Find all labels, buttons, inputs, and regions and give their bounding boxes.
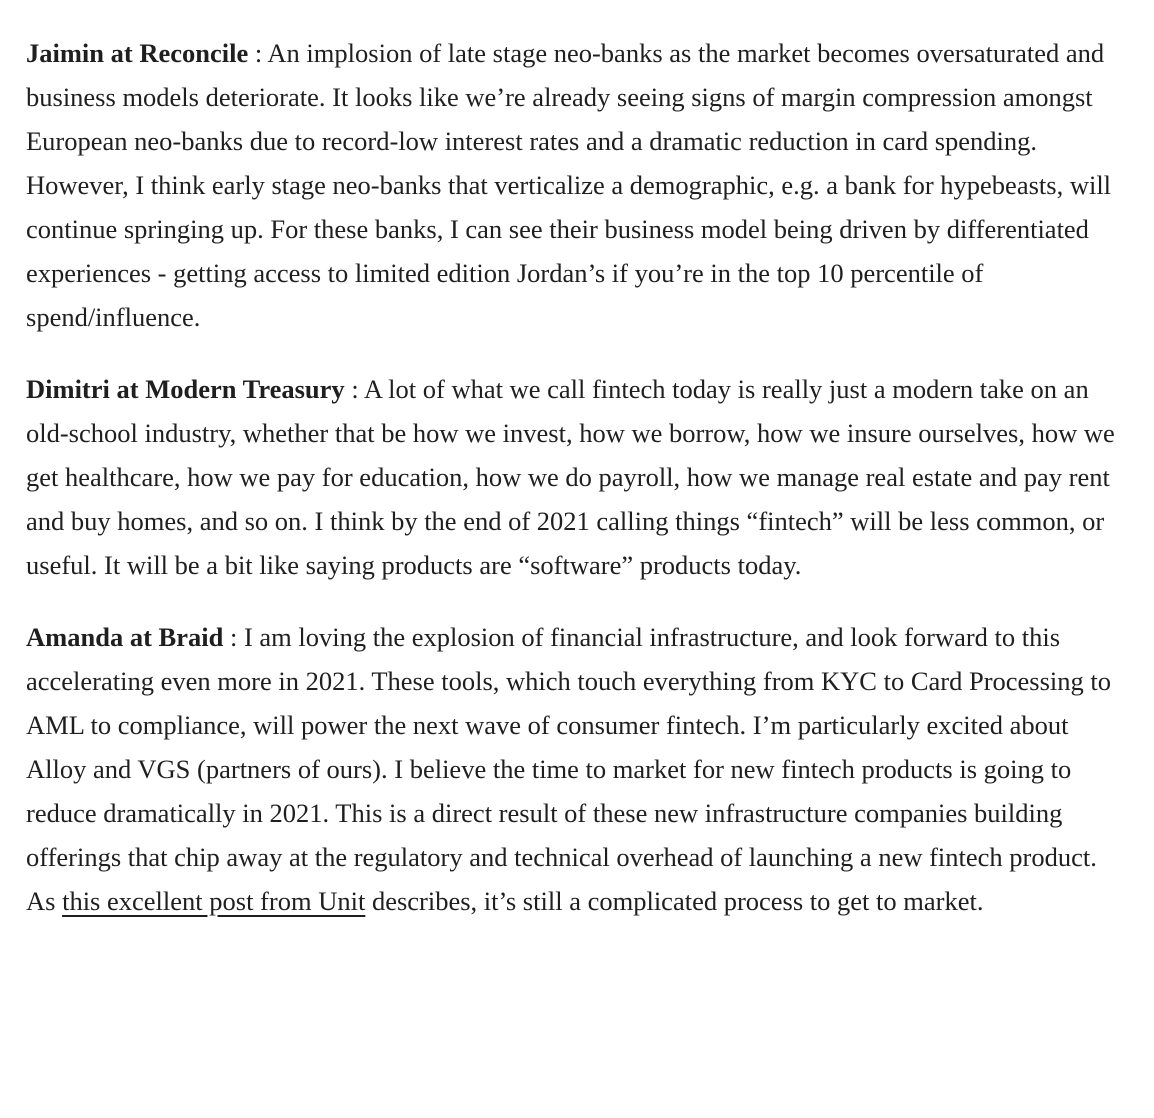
speaker-name-jaimin: Jaimin at Reconcile xyxy=(26,38,249,68)
unit-post-link[interactable]: this excellent post from Unit xyxy=(62,886,366,916)
speaker-separator: : xyxy=(344,374,364,404)
quote-text-amanda-before-link: I am loving the explosion of financial infrastructure, and look forward to this accelerating even more in 2021. These tools, which touch everything from KYC to Card Processing to AML to compliance, will power the next wave of consumer fintech. I’m particularly excited about Alloy and VGS (partners of ours). I believe the time to market for new fintech products is going to reduce dramatically in 2021. This is a direct result of these new infrastructure companies building offerings that chip away at the regulatory and technical overhead of launching a new fintech product. As xyxy=(26,622,1112,916)
quote-paragraph-amanda xyxy=(26,615,1126,923)
speaker-separator: : xyxy=(223,622,244,652)
quote-text-jaimin: An implosion of late stage neo-banks as the market becomes oversaturated and business models deteriorate. It looks like we’re already seeing signs of margin compression amongst European neo-banks due to record-low interest rates and a dramatic reduction in card spending. However, I think early stage neo-banks that verticalize a demographic, e.g. a bank for hypebeasts, will continue springing up. For these banks, I can see their business model being driven by differentiated experiences - getting access to limited edition Jordan’s if you’re in the top 10 percentile of spend/influence. xyxy=(26,38,1112,332)
quote-paragraph-dimitri xyxy=(26,367,1126,587)
quote-text-dimitri: A lot of what we call fintech today is really just a modern take on an old-school industry, whether that be how we invest, how we borrow, how we insure ourselves, how we get healthcare, how we pay for education, how we do payroll, how we manage real estate and pay rent and buy homes, and so on. I think by the end of 2021 calling things “fintech” will be less common, or useful. It will be a bit like saying products are “software” products today. xyxy=(26,374,1115,580)
quote-text-amanda-after-link: describes, it’s still a complicated process to get to market. xyxy=(365,886,984,916)
quote-paragraph-jaimin xyxy=(26,31,1126,339)
speaker-name-dimitri: Dimitri at Modern Treasury xyxy=(26,374,345,404)
article-body xyxy=(26,31,1126,923)
speaker-name-amanda: Amanda at Braid xyxy=(26,622,224,652)
speaker-separator: : xyxy=(248,38,268,68)
